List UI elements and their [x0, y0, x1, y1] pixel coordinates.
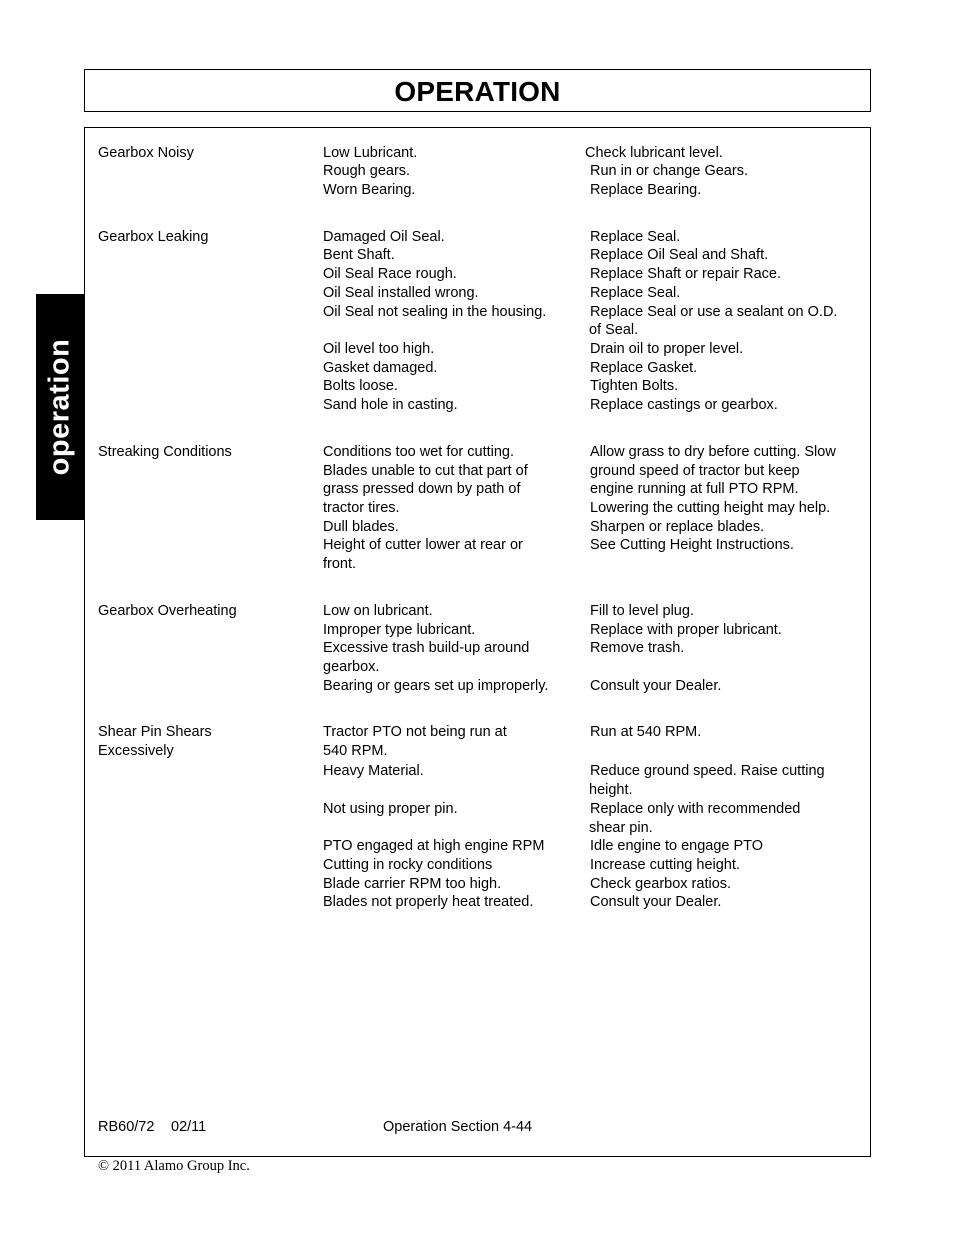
remedy-line: Replace Shaft or repair Race. [590, 266, 782, 282]
remedy-line: Replace Seal. [590, 285, 681, 301]
cause-line: front. [323, 556, 357, 572]
cause-line: Dull blades. [323, 519, 399, 535]
cause-line: Oil Seal not sealing in the housing. [323, 304, 547, 320]
remedy-line: Allow grass to dry before cutting. Slow [590, 444, 836, 460]
remedy-line: Check lubricant level. [585, 145, 723, 161]
cause-line: Heavy Material. [323, 763, 424, 779]
cause-line: Height of cutter lower at rear or [323, 537, 523, 553]
problem-line: Gearbox Overheating [98, 603, 237, 619]
cause-line: Blade carrier RPM too high. [323, 876, 502, 892]
cause-line: Cutting in rocky conditions [323, 857, 493, 873]
cause-line: Bolts loose. [323, 378, 398, 394]
cause-line: Low on lubricant. [323, 603, 433, 619]
cause-line: Not using proper pin. [323, 801, 458, 817]
cause-line: Excessive trash build-up around [323, 640, 530, 656]
remedy-line: ground speed of tractor but keep [590, 463, 800, 479]
page-title: OPERATION [394, 76, 561, 107]
footer-section: Operation Section 4-44 [383, 1119, 533, 1135]
cause-line: grass pressed down by path of [323, 481, 521, 497]
remedy-line: Sharpen or replace blades. [590, 519, 765, 535]
remedy-line: Lowering the cutting height may help. [590, 500, 831, 516]
remedy-line: Replace with proper lubricant. [590, 622, 782, 638]
remedy-line: Increase cutting height. [590, 857, 740, 873]
problem-line: Shear Pin Shears [98, 724, 212, 740]
remedy-line: Run in or change Gears. [590, 163, 748, 179]
remedy-line: engine running at full PTO RPM. [590, 481, 799, 497]
problem-line: Gearbox Noisy [98, 145, 194, 161]
problem-line: Excessively [98, 743, 174, 759]
remedy-line: Replace castings or gearbox. [590, 397, 778, 413]
cause-line: Oil Seal installed wrong. [323, 285, 479, 301]
cause-line: Rough gears. [323, 163, 411, 179]
remedy-line: Replace Gasket. [590, 360, 698, 376]
remedy-line: height. [589, 782, 633, 798]
cause-line: PTO engaged at high engine RPM [323, 838, 545, 854]
side-tab-label: operation [43, 338, 76, 476]
cause-line: 540 RPM. [323, 743, 388, 759]
remedy-line: Check gearbox ratios. [590, 876, 732, 892]
remedy-line: Fill to level plug. [590, 603, 694, 619]
remedy-line: Run at 540 RPM. [590, 724, 702, 740]
remedy-line: Consult your Dealer. [590, 678, 722, 694]
remedy-line: Remove trash. [590, 640, 685, 656]
cause-line: Oil level too high. [323, 341, 435, 357]
cause-line: Sand hole in casting. [323, 397, 458, 413]
cause-line: Damaged Oil Seal. [323, 229, 445, 245]
cause-line: Bent Shaft. [323, 247, 395, 263]
problem-line: Streaking Conditions [98, 444, 232, 460]
cause-line: Worn Bearing. [323, 182, 416, 198]
remedy-line: Idle engine to engage PTO [590, 838, 764, 854]
remedy-line: shear pin. [589, 820, 653, 836]
page-header [84, 69, 871, 112]
cause-line: Blades not properly heat treated. [323, 894, 534, 910]
cause-line: gearbox. [323, 659, 380, 675]
problem-line: Gearbox Leaking [98, 229, 209, 245]
remedy-line: Drain oil to proper level. [590, 341, 744, 357]
remedy-line: See Cutting Height Instructions. [590, 537, 794, 553]
remedy-line: Reduce ground speed. Raise cutting [590, 763, 825, 779]
remedy-line: Replace Oil Seal and Shaft. [590, 247, 769, 263]
cause-line: Gasket damaged. [323, 360, 438, 376]
side-tab [36, 294, 84, 520]
cause-line: Bearing or gears set up improperly. [323, 678, 549, 694]
cause-line: Conditions too wet for cutting. [323, 444, 515, 460]
footer-date: 02/11 [171, 1119, 207, 1135]
cause-line: Improper type lubricant. [323, 622, 476, 638]
remedy-line: Tighten Bolts. [590, 378, 679, 394]
remedy-line: Consult your Dealer. [590, 894, 722, 910]
copyright: © 2011 Alamo Group Inc. [98, 1158, 250, 1174]
cause-line: Tractor PTO not being run at [323, 724, 507, 740]
cause-line: Blades unable to cut that part of [323, 463, 528, 479]
remedy-line: Replace Seal or use a sealant on O.D. [590, 304, 838, 320]
remedy-line: Replace Seal. [590, 229, 681, 245]
remedy-line: of Seal. [589, 322, 639, 338]
remedy-line: Replace Bearing. [590, 182, 702, 198]
footer-model: RB60/72 [98, 1119, 155, 1135]
remedy-line: Replace only with recommended [590, 801, 801, 817]
cause-line: Low Lubricant. [323, 145, 418, 161]
cause-line: tractor tires. [323, 500, 400, 516]
cause-line: Oil Seal Race rough. [323, 266, 457, 282]
